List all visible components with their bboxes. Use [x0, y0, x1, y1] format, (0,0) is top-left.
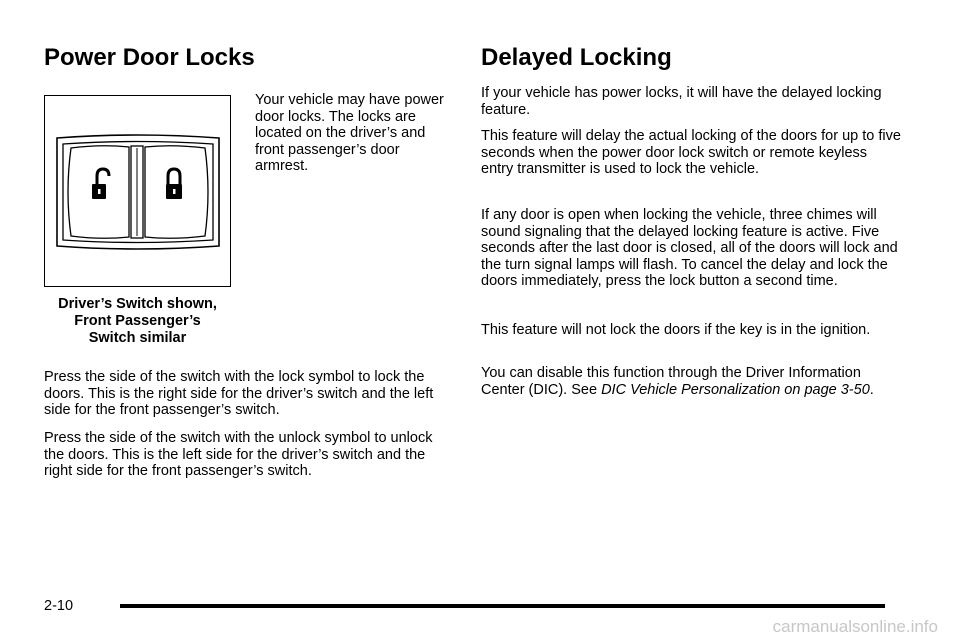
dic-text-end: .: [869, 381, 874, 398]
delayed-locking-para-1: If your vehicle has power locks, it will have the delayed locking feature.: [481, 85, 882, 118]
delayed-locking-para-4: This feature will not lock the doors if the key is in the ignition.: [481, 322, 871, 338]
watermark: carmanualsonline.info: [772, 617, 938, 636]
delayed-locking-para-3: If any door is open when locking the vehicle, three chimes will sound signaling that the delayed locking feature is active. Five seconds after the last door is closed, all of the doors will lock and the turn signal lamps will flash. To cancel the delay and lock the doors immediately, press the lock button a second time.: [481, 207, 898, 289]
caption-line: Switch similar: [88, 330, 187, 346]
door-lock-switch-drawing: [45, 96, 230, 286]
lock-instructions: Press the side of the switch with the lock symbol to lock the doors. This is the right side for the driver’s switch and the left side for the front passenger’s switch.: [44, 369, 434, 418]
switch-illustration: [44, 95, 231, 287]
dic-page-reference-link[interactable]: DIC Vehicle Personalization on page 3-50: [601, 381, 870, 398]
section-title-power-door-locks: Power Door Locks: [44, 44, 255, 71]
footer-rule: [120, 604, 885, 608]
page-number: 2-10: [44, 598, 74, 614]
delayed-locking-para-2: This feature will delay the actual locking of the doors for up to five seconds when the power door lock switch or remote keyless entry transmitter is used to lock the vehicle.: [481, 128, 901, 177]
unlock-instructions: Press the side of the switch with the unlock symbol to unlock the doors. This is the left side for the driver’s switch and the right side for the front passenger’s switch.: [44, 430, 433, 479]
delayed-locking-para-5: [481, 365, 901, 398]
caption-line: Driver’s Switch shown,: [58, 296, 217, 312]
section-title-delayed-locking: Delayed Locking: [481, 44, 672, 71]
figure-caption: [44, 296, 231, 347]
power-locks-intro: Your vehicle may have power door locks. The locks are located on the driver’s and front passenger’s door armrest.: [255, 92, 444, 174]
caption-line: Front Passenger’s: [74, 313, 201, 329]
dic-text: You can disable this function through the Driver Information Center (DIC). See: [481, 365, 861, 398]
